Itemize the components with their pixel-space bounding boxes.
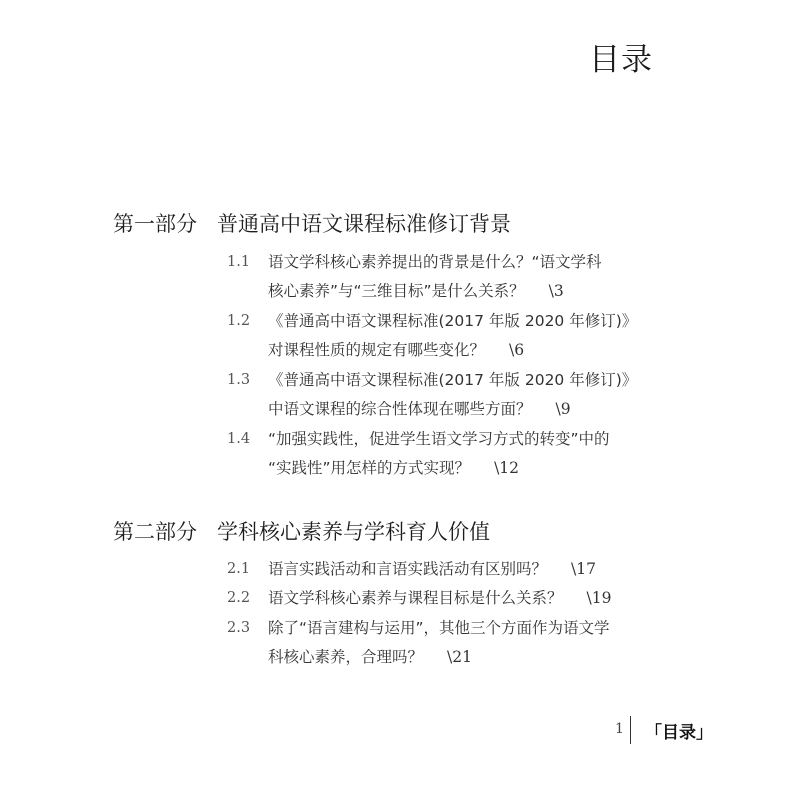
part-heading-2 [113,516,490,546]
entry-number: 1.3 [227,372,251,388]
toc-entry-1-2[interactable] [227,307,637,365]
page-ref: \9 [555,400,571,418]
part-label: 第二部分 [113,520,197,544]
page-ref: \3 [548,282,564,300]
toc-entry-1-3[interactable] [227,366,637,424]
page-ref: \17 [571,560,596,578]
entry-text-line2: 对课程性质的规定有哪些变化？ [268,341,486,359]
part-title: 学科核心素养与学科育人价值 [217,520,490,544]
page-ref: \6 [509,341,525,359]
entry-number: 2.3 [227,620,251,636]
page-ref: \19 [586,589,612,607]
page-ref: \21 [447,648,472,666]
entry-text-line1: 《普通高中语文课程标准(2017 年版 2020 年修订)》 [268,371,638,389]
toc-entry-1-1[interactable] [227,248,602,306]
entry-text-line1: 语文学科核心素养与课程目标是什么关系？ [268,589,563,607]
entry-number: 1.1 [227,254,251,270]
toc-entry-2-1[interactable] [227,555,596,584]
entry-text-line2: 核心素养”与“三维目标”是什么关系？ [268,282,525,300]
part-title: 普通高中语文课程标准修订背景 [217,212,511,236]
toc-entry-2-2[interactable] [227,584,611,613]
entry-number: 2.2 [227,590,251,606]
entry-number: 1.4 [227,431,251,447]
entry-text-line1: “加强实践性，促进学生语文学习方式的转变”中的 [268,430,610,448]
page-ref: \12 [494,459,520,477]
entry-text-line1: 《普通高中语文课程标准(2017 年版 2020 年修订)》 [268,312,638,330]
entry-text-line2: 科核心素养，合理吗？ [268,648,424,666]
toc-entry-2-3[interactable] [227,614,610,672]
entry-text-line1: 语文学科核心素养提出的背景是什么？“语文学科 [268,253,602,271]
footer-divider [630,716,631,744]
page-title: 目录 [589,42,653,78]
entry-text-line1: 除了“语言建构与运用”，其他三个方面作为语文学 [268,619,610,637]
part-heading-1 [113,208,511,238]
entry-number: 1.2 [227,313,251,329]
entry-number: 2.1 [227,561,251,577]
footer-section-label: 「目录」 [645,723,713,743]
part-label: 第一部分 [113,212,197,236]
entry-text-line1: 语言实践活动和言语实践活动有区别吗？ [268,560,548,578]
footer-page-number: 1 [615,721,624,737]
toc-entry-1-4[interactable] [227,425,610,483]
entry-text-line2: 中语文课程的综合性体现在哪些方面？ [268,400,532,418]
entry-text-line2: “实践性”用怎样的方式实现？ [268,459,471,477]
